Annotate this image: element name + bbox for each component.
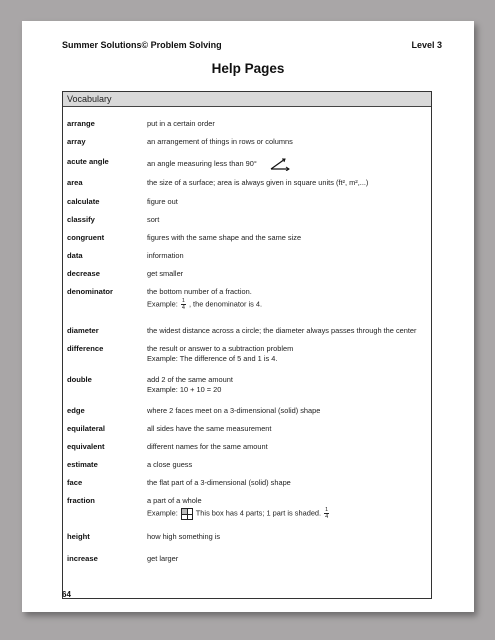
term-label: face (67, 478, 83, 487)
page-number: 64 (62, 590, 71, 599)
term-label: arrange (67, 119, 95, 128)
vocabulary-box (62, 91, 432, 599)
acute-angle-icon (269, 157, 291, 171)
term-example: Example: This box has 4 parts; 1 part is shaded. $\frac{1}{4}$ (147, 507, 329, 520)
term-definition: all sides have the same measurement (147, 424, 272, 433)
term-definition: sort (147, 215, 160, 224)
term-label: estimate (67, 460, 98, 469)
fraction-one-fourth: $\frac{1}{4}$ (325, 507, 329, 520)
page-title: Help Pages (211, 61, 285, 76)
term-definition: an arrangement of things in rows or columns (147, 137, 293, 146)
term-definition: how high something is (147, 532, 221, 541)
term-definition: a close guess (147, 460, 193, 469)
term-definition: the flat part of a 3-dimensional (solid) shape (147, 478, 291, 487)
term-definition: get larger (147, 554, 179, 563)
term-label: calculate (67, 197, 100, 206)
term-definition: a part of a whole (147, 496, 202, 505)
term-label: area (67, 178, 83, 187)
term-example: Example: $\frac{1}{4}$ , the denominator is 4. (147, 298, 263, 311)
term-label: array (67, 137, 86, 146)
term-definition: put in a certain order (147, 119, 215, 128)
document-page (22, 21, 474, 612)
term-label: double (67, 375, 92, 384)
level-label: Level 3 (411, 40, 442, 50)
term-definition: different names for the same amount (147, 442, 268, 451)
term-label: acute angle (67, 157, 109, 166)
term-example: Example: 10 + 10 = 20 (147, 385, 222, 394)
term-label: congruent (67, 233, 105, 242)
term-label: height (67, 532, 90, 541)
term-definition: information (147, 251, 184, 260)
term-label: equivalent (67, 442, 105, 451)
term-label: data (67, 251, 83, 260)
vocabulary-heading: Vocabulary (63, 92, 431, 107)
term-definition: an angle measuring less than 90° (147, 158, 257, 168)
term-label: fraction (67, 496, 95, 505)
book-title: Summer Solutions© Problem Solving (62, 40, 222, 50)
term-definition: the size of a surface; area is always given in square units (ft², m²,...) (147, 178, 369, 187)
term-definition: the bottom number of a fraction. (147, 287, 252, 296)
term-label: diameter (67, 326, 99, 335)
term-definition: figures with the same shape and the same size (147, 233, 302, 242)
term-definition: the widest distance across a circle; the diameter always passes through the center (147, 326, 417, 335)
term-definition: get smaller (147, 269, 184, 278)
term-example: Example: The difference of 5 and 1 is 4. (147, 354, 278, 363)
term-label: difference (67, 344, 104, 353)
term-label: decrease (67, 269, 100, 278)
term-label: increase (67, 554, 98, 563)
term-definition: add 2 of the same amount (147, 375, 233, 384)
term-label: classify (67, 215, 95, 224)
term-definition: the result or answer to a subtraction problem (147, 344, 294, 353)
fraction-one-fourth: $\frac{1}{4}$ (181, 298, 185, 311)
term-definition: where 2 faces meet on a 3-dimensional (solid) shape (147, 406, 321, 415)
term-definition: figure out (147, 197, 178, 206)
shaded-grid-icon (181, 508, 193, 520)
term-label: edge (67, 406, 85, 415)
term-label: equilateral (67, 424, 105, 433)
term-label: denominator (67, 287, 113, 296)
